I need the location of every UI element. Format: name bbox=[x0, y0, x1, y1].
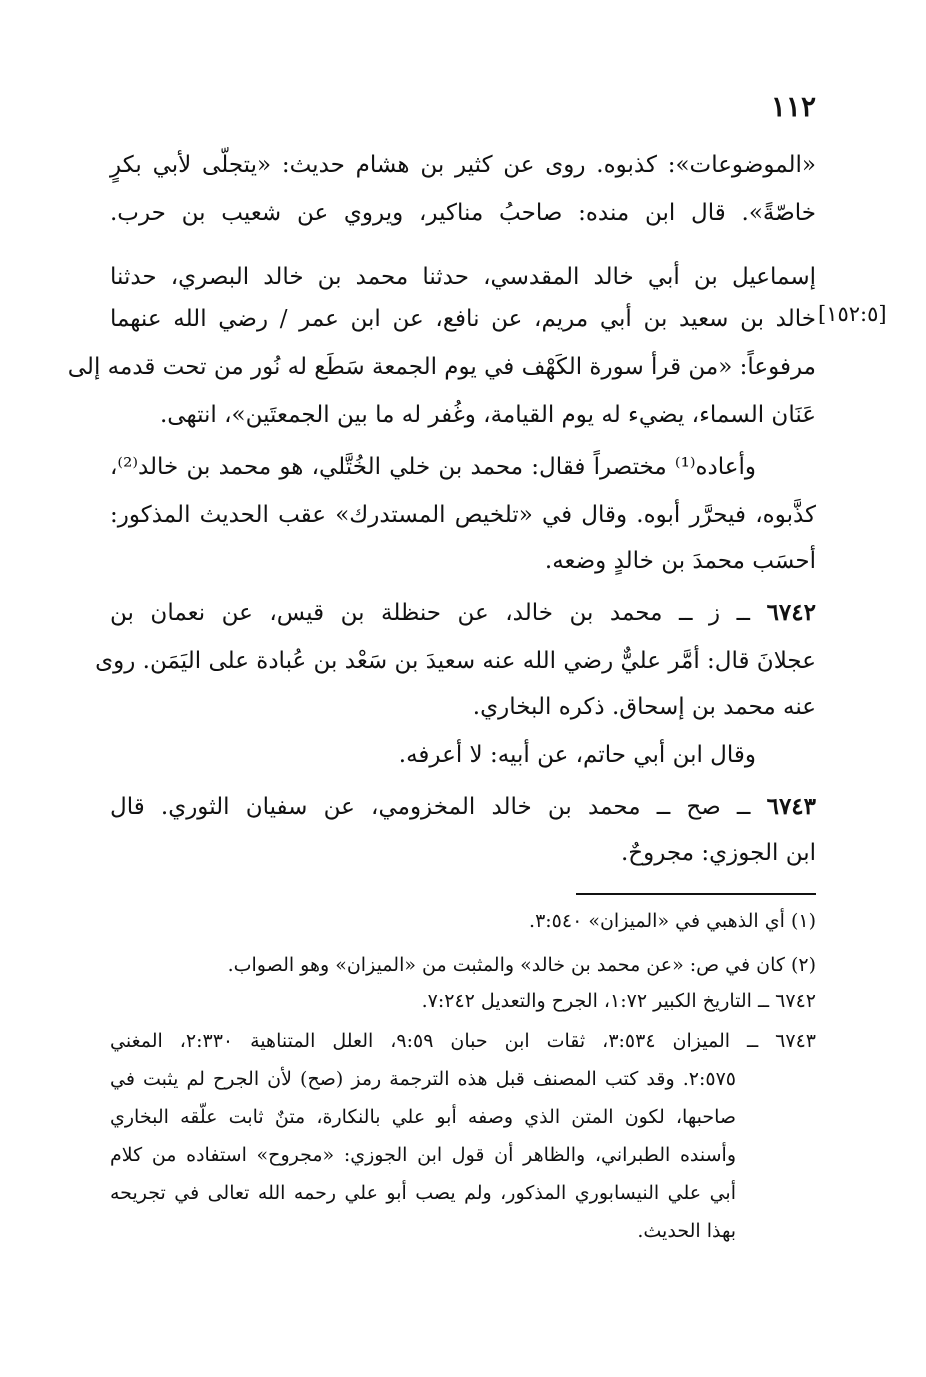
footnote-line: وأسنده الطبراني، والظاهر أن قول ابن الجوزي: «مجروح» استفاده من كلام bbox=[110, 1144, 736, 1166]
footnote-line: بهذا الحديث. bbox=[637, 1220, 736, 1242]
footnote-line: أبي علي النيسابوري المذكور، ولم يصب أبو علي رحمه الله تعالى في تجريحه bbox=[110, 1182, 736, 1204]
page-number: ١١٢ bbox=[770, 90, 816, 123]
entry-6742-first-line bbox=[110, 598, 816, 628]
margin-reference: [١٥٢:٥] bbox=[818, 302, 887, 326]
footnote-line: صاحبها، لكون المتن الذي وصفه أبو علي بالنكارة، متنٌ ثابت علّقه البخاري bbox=[110, 1106, 736, 1128]
entry-number: ٦٧٤٢ bbox=[766, 599, 816, 626]
entry-text: ــ صح ــ محمد بن خالد المخزومي، عن سفيان الثوري. قال bbox=[110, 794, 751, 820]
footnote-1: (١) أي الذهبي في «الميزان» ٣:٥٤٠. bbox=[529, 910, 816, 932]
text-line: وقال ابن أبي حاتم، عن أبيه: لا أعرفه. bbox=[398, 742, 756, 768]
footnote-6742: ٦٧٤٢ ــ التاريخ الكبير ١:٧٢، الجرح والتعديل ٧:٢٤٢. bbox=[421, 990, 816, 1012]
text-line: ابن الجوزي: مجروحٌ. bbox=[620, 840, 816, 866]
footnote-2: (٢) كان في ص: «عن محمد بن خالد» والمثبت من «الميزان» وهو الصواب. bbox=[227, 954, 816, 976]
text-line: «الموضوعات»: كذبوه. روى عن كثير بن هشام حديث: «يتجلّى لأبي بكرٍ bbox=[110, 152, 816, 178]
text-line: أحسَب محمدَ بن خالدٍ وضعه. bbox=[544, 548, 816, 574]
text-line: خاصّةً». قال ابن منده: صاحبُ مناكير، ويروي عن شعيب بن حرب. bbox=[110, 200, 816, 226]
footnote-divider bbox=[576, 893, 816, 895]
footnote-6743: ٦٧٤٣ ــ الميزان ٣:٥٣٤، ثقات ابن حبان ٩:٥٩، العلل المتناهية ٢:٣٣٠، المغني bbox=[110, 1030, 816, 1052]
text-line: عَنَان السماء، يضيء له يوم القيامة، وغُفر له ما بين الجمعتَين»، انتهى. bbox=[159, 402, 816, 428]
footnote-line: ٢:٥٧٥. وقد كتب المصنف قبل هذه الترجمة رمز (صح) لأن الجرح لم يثبت في bbox=[110, 1068, 736, 1090]
text-line: مرفوعاً: «من قرأ سورة الكَهْف في يوم الجمعة سَطَع له نُور من تحت قدمه إلى bbox=[67, 354, 816, 380]
entry-6743-first-line bbox=[110, 792, 816, 822]
entry-text: ــ ز ــ محمد بن خالد، عن حنظلة بن قيس، عن نعمان بن bbox=[110, 600, 751, 626]
entry-number: ٦٧٤٣ bbox=[766, 793, 817, 820]
text-line: عجلانَ قال: أمَّر عليٌّ رضي الله عنه سعيدَ بن سَعْد بن عُبادة على اليَمَن. روى bbox=[95, 648, 816, 674]
text-line: كذَّبوه، فيحرَّر أبوه. وقال في «تلخيص المستدرك» عقب الحديث المذكور: bbox=[110, 502, 816, 528]
text-line: وأعاده⁽¹⁾ مختصراً فقال: محمد بن خلي الخُتَّلي، هو محمد بن خالد⁽²⁾، bbox=[110, 454, 756, 480]
text-line: عنه محمد بن إسحاق. ذكره البخاري. bbox=[472, 694, 816, 720]
text-line: إسماعيل بن أبي خالد المقدسي، حدثنا محمد بن خالد البصري، حدثنا bbox=[110, 264, 816, 290]
text-line: خالد بن سعيد بن أبي مريم، عن نافع، عن ابن عمر / رضي الله عنهما bbox=[110, 306, 816, 332]
